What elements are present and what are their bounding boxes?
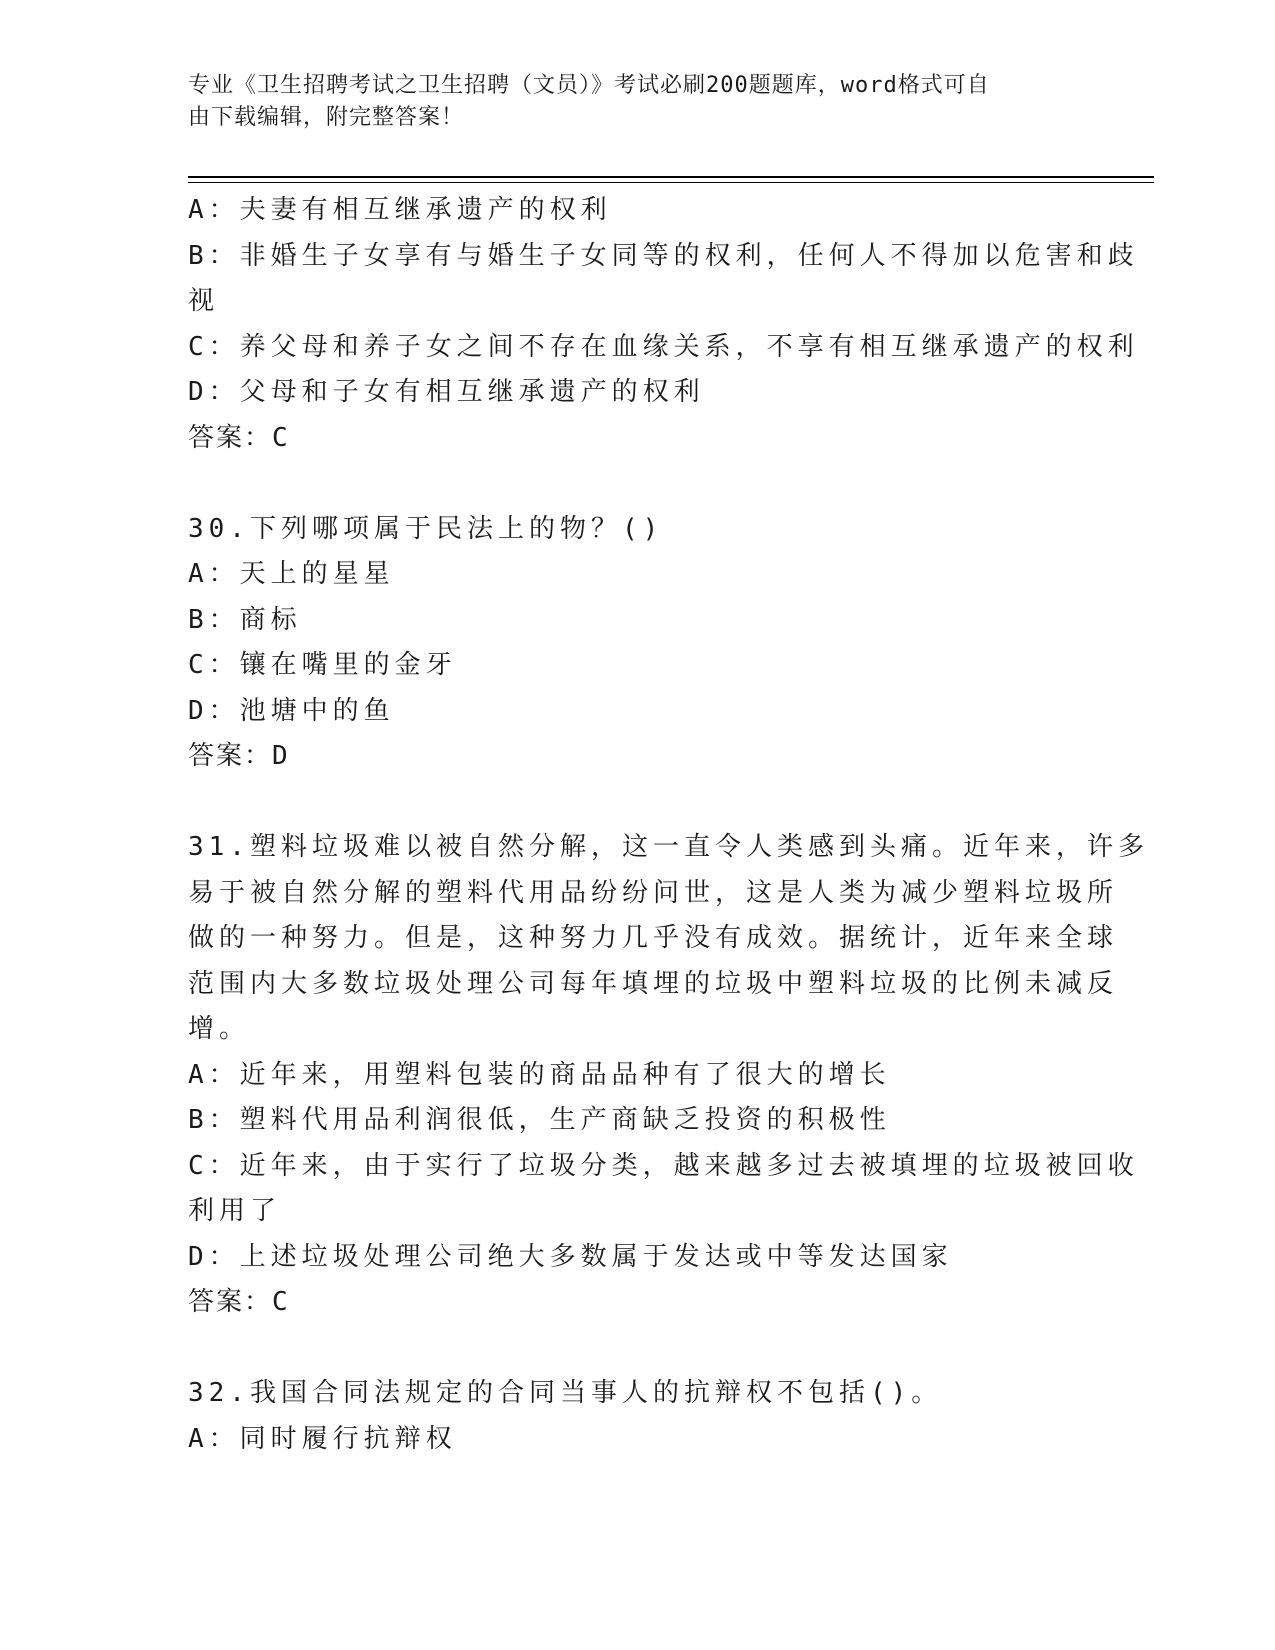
question-32	[188, 1371, 1088, 1462]
option-b: B：商标	[188, 604, 302, 635]
question-stem: 做的一种努力。但是，这种努力几乎没有成效。据统计，近年来全球	[188, 923, 1119, 953]
option-b: B：塑料代用品利润很低，生产商缺乏投资的积极性	[188, 1105, 891, 1135]
question-stem: 32.我国合同法规定的合同当事人的抗辩权不包括()。	[188, 1378, 943, 1408]
question-29	[188, 188, 1139, 461]
question-stem: 30.下列哪项属于民法上的物？()	[188, 513, 664, 544]
header-rule-thin	[188, 182, 1154, 183]
question-stem: 增。	[188, 1014, 251, 1044]
option-a: A：同时履行抗辩权	[188, 1423, 457, 1454]
answer: 答案：D	[188, 741, 290, 771]
option-b-continued: 视	[188, 286, 220, 316]
document-body	[188, 188, 1149, 1462]
question-30	[188, 507, 1088, 780]
option-b: B：非婚生子女享有与婚生子女同等的权利，任何人不得加以危害和歧	[188, 240, 1139, 271]
option-c: C：养父母和养子女之间不存在血缘关系，不享有相互继承遗产的权利	[188, 331, 1139, 362]
question-31	[188, 825, 1149, 1326]
spacer	[188, 1326, 1088, 1372]
option-d: D：池塘中的鱼	[188, 695, 395, 726]
header-rule-thick	[188, 176, 1154, 178]
spacer	[188, 461, 1088, 507]
header-line-1: 专业《卫生招聘考试之卫生招聘（文员）》考试必刷200题题库，word格式可自	[188, 73, 990, 98]
header-line-2: 由下载编辑，附完整答案！	[188, 105, 465, 130]
answer: 答案：C	[188, 422, 290, 453]
option-c: C：近年来，由于实行了垃圾分类，越来越多过去被填埋的垃圾被回收	[188, 1150, 1139, 1181]
option-c: C：镶在嘴里的金牙	[188, 650, 457, 680]
answer: 答案：C	[188, 1287, 290, 1317]
question-stem: 31.塑料垃圾难以被自然分解，这一直令人类感到头痛。近年来，许多	[188, 832, 1149, 862]
spacer	[188, 780, 1088, 826]
option-a: A：天上的星星	[188, 559, 395, 589]
option-d: D：上述垃圾处理公司绝大多数属于发达或中等发达国家	[188, 1241, 953, 1272]
question-stem: 易于被自然分解的塑料代用品纷纷问世，这是人类为减少塑料垃圾所	[188, 877, 1119, 908]
question-stem: 范围内大多数垃圾处理公司每年填埋的垃圾中塑料垃圾的比例未减反	[188, 968, 1119, 999]
option-a: A：夫妻有相互继承遗产的权利	[188, 195, 612, 225]
option-c-continued: 利用了	[188, 1196, 282, 1226]
option-d: D：父母和子女有相互继承遗产的权利	[188, 377, 705, 407]
option-a: A：近年来，用塑料包装的商品品种有了很大的增长	[188, 1059, 891, 1090]
document-header	[188, 70, 1068, 134]
